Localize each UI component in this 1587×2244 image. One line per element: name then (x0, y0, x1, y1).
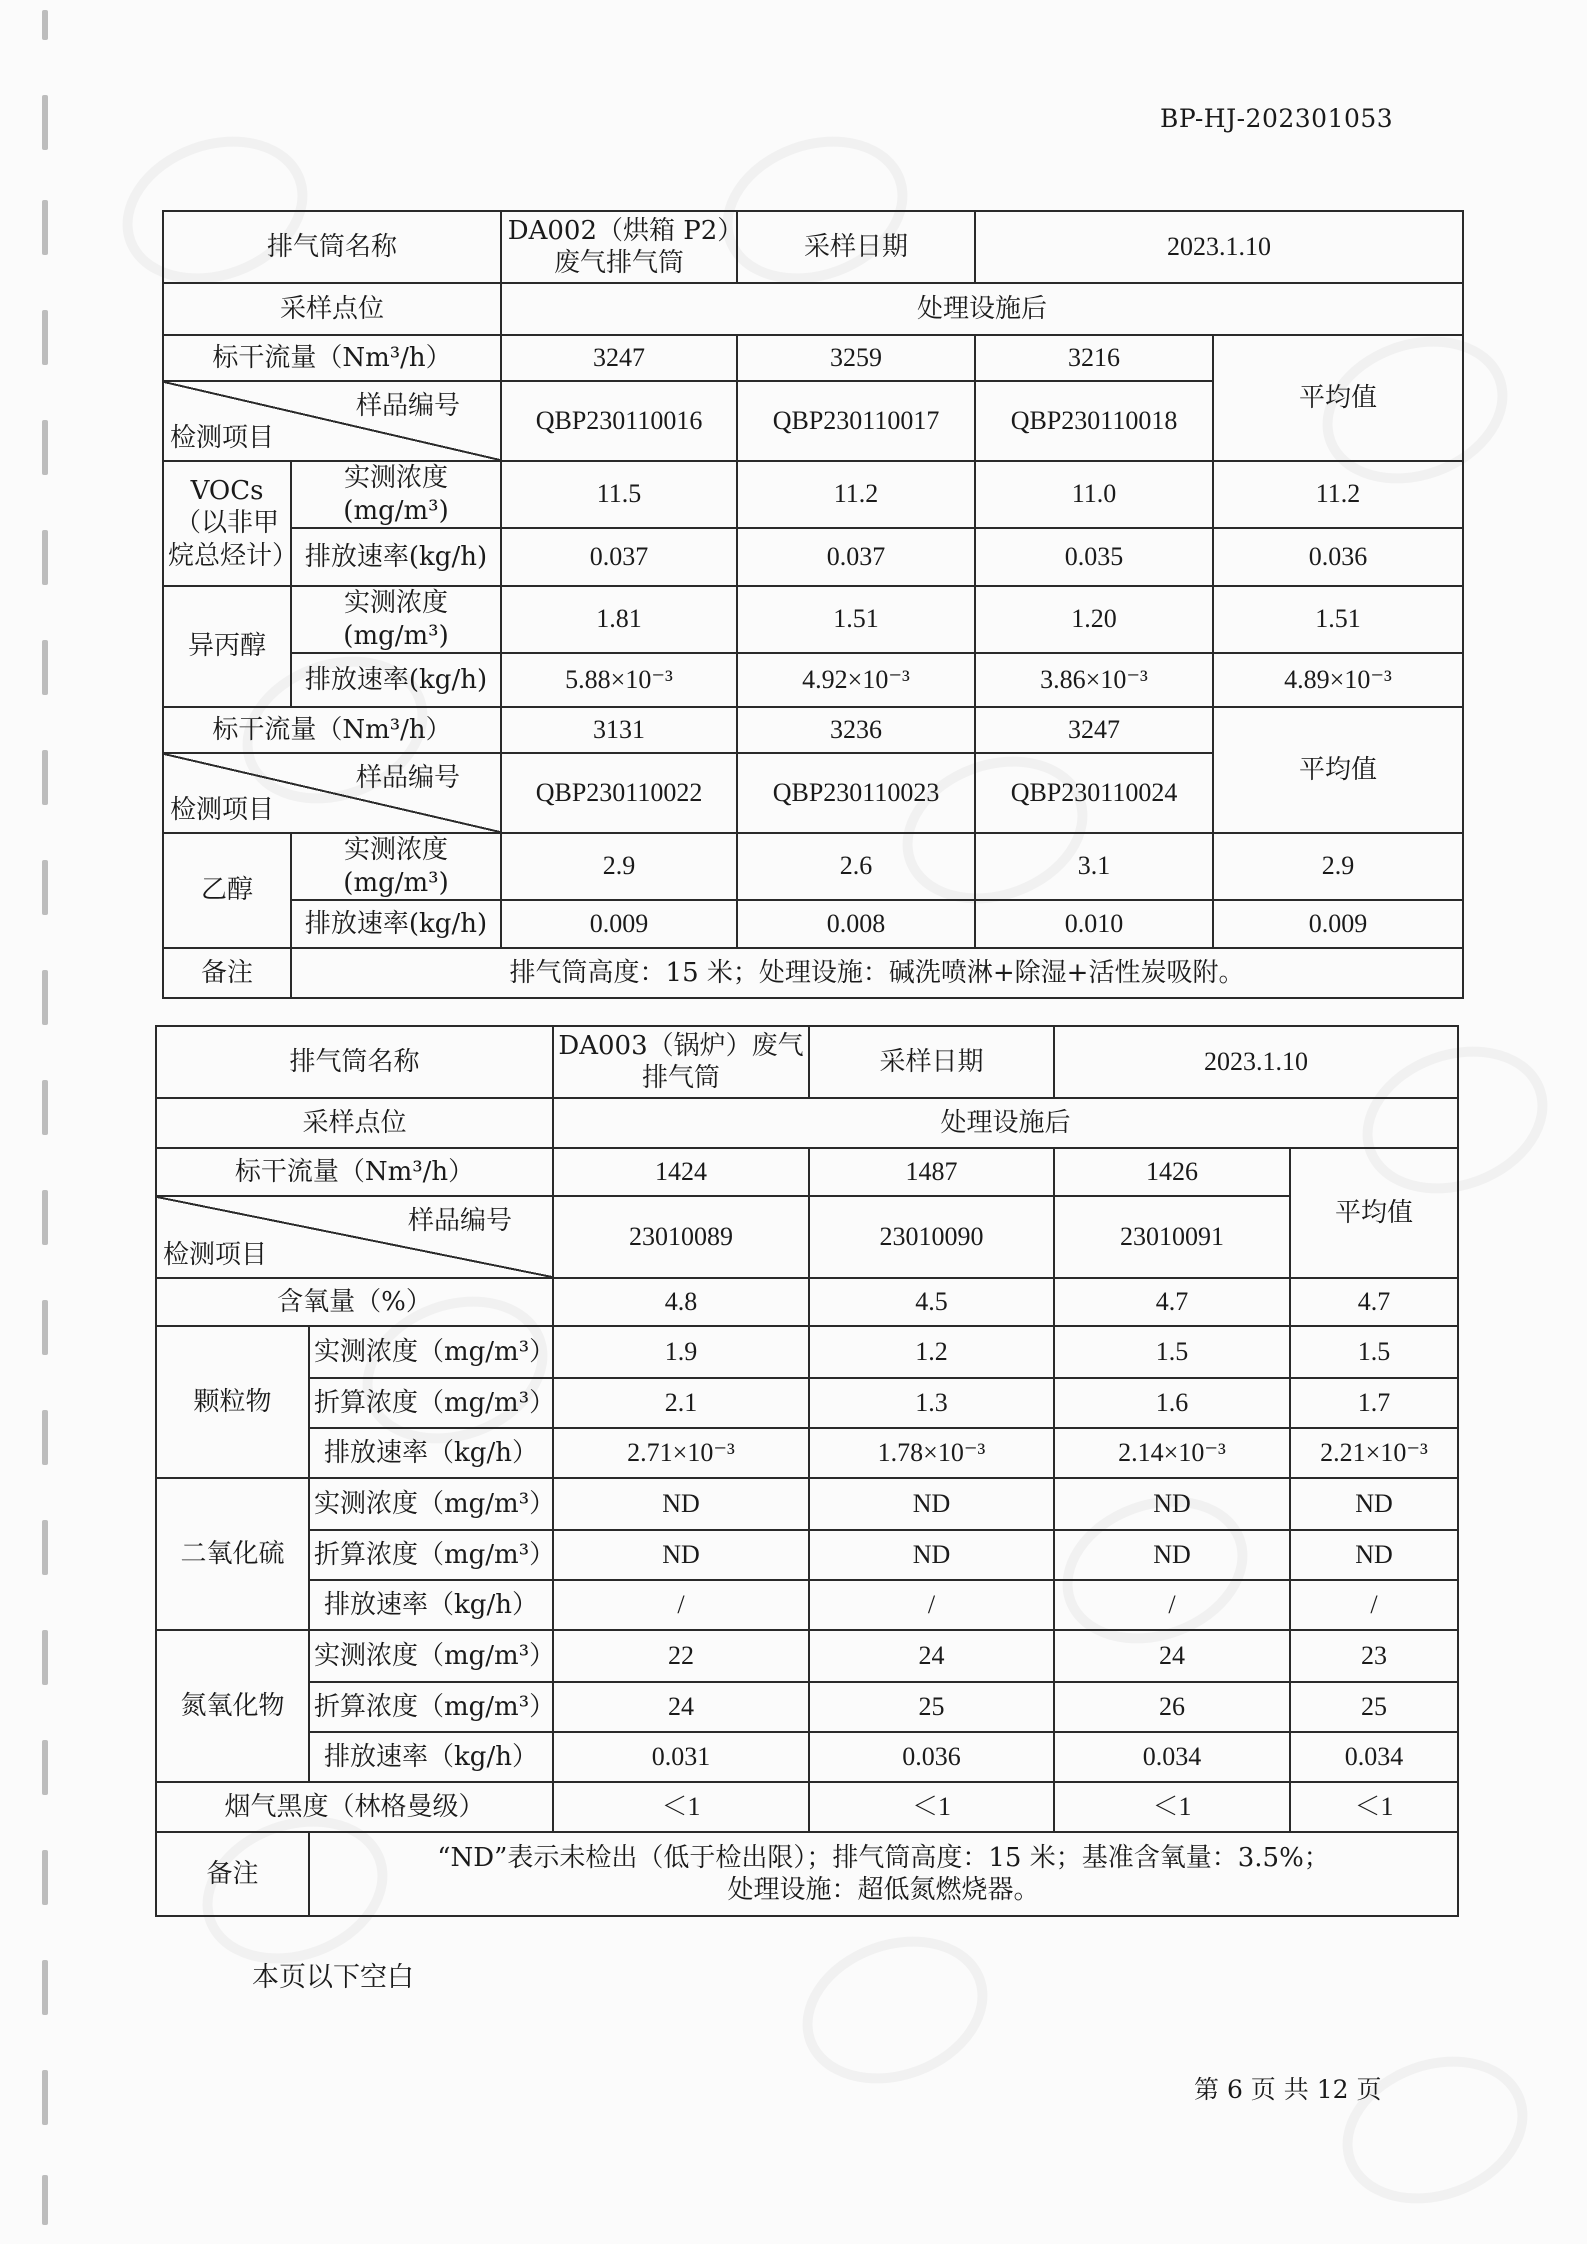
pollutant-name-vocs: VOCs（以非甲烷总烃计） (163, 461, 291, 586)
cell-value: / (809, 1580, 1054, 1630)
stack-name: DA003（锅炉）废气排气筒 (553, 1026, 809, 1098)
cell-value: 1.20 (975, 586, 1213, 653)
cell-value: ＜1 (809, 1782, 1054, 1832)
flow-value: 3236 (737, 707, 975, 753)
sample-no-label: 样品编号 (408, 1206, 513, 1236)
cell-value: 1.5 (1054, 1326, 1290, 1378)
cell-value: 2.9 (1213, 833, 1463, 900)
diagonal-header (163, 753, 501, 833)
sampling-date-label: 采样日期 (809, 1026, 1054, 1098)
average-label: 平均值 (1213, 335, 1463, 461)
cell-value: / (1290, 1580, 1458, 1630)
rate-label: 排放速率(kg/h) (291, 900, 501, 948)
cell-value: 24 (553, 1682, 809, 1732)
cell-value: 25 (1290, 1682, 1458, 1732)
smoke-label: 烟气黑度（林格曼级） (156, 1782, 553, 1832)
remarks-label: 备注 (163, 948, 291, 998)
cell-value: 24 (1054, 1630, 1290, 1682)
diagonal-header (163, 381, 501, 461)
sample-no-label: 样品编号 (356, 763, 461, 793)
cell-value: 0.034 (1054, 1732, 1290, 1782)
cell-value: 24 (809, 1630, 1054, 1682)
cell-value: 1.6 (1054, 1378, 1290, 1428)
flow-value: 1487 (809, 1148, 1054, 1196)
flow-value: 1426 (1054, 1148, 1290, 1196)
sampling-point-label: 采样点位 (163, 283, 501, 335)
cell-value: 23 (1290, 1630, 1458, 1682)
emission-table-da003 (155, 1025, 1459, 1917)
cell-value: ND (1290, 1530, 1458, 1580)
conc-label: 实测浓度（mg/m³） (309, 1478, 553, 1530)
document-number: BP-HJ-202301053 (1160, 104, 1394, 133)
average-label: 平均值 (1290, 1148, 1458, 1278)
cell-value: 0.010 (975, 900, 1213, 948)
item-label: 检测项目 (170, 794, 275, 825)
item-label: 检测项目 (163, 1239, 268, 1270)
sample-no-label: 样品编号 (356, 391, 461, 421)
flow-label: 标干流量（Nm³/h） (156, 1148, 553, 1196)
cell-value: ND (1054, 1478, 1290, 1530)
sampling-date: 2023.1.10 (975, 211, 1463, 283)
flow-value: 3131 (501, 707, 737, 753)
sample-id: QBP230110024 (975, 753, 1213, 833)
flow-value: 3216 (975, 335, 1213, 381)
pollutant-name-ethanol: 乙醇 (163, 833, 291, 948)
conv-label: 折算浓度（mg/m³） (309, 1682, 553, 1732)
cell-value: 2.14×10⁻³ (1054, 1428, 1290, 1478)
watermark-seal (782, 1912, 1008, 2109)
conc-label: 实测浓度（mg/m³） (309, 1326, 553, 1378)
remarks-text: 排气筒高度：15 米；处理设施：碱洗喷淋+除湿+活性炭吸附。 (291, 948, 1463, 998)
sample-id: QBP230110016 (501, 381, 737, 461)
conc-label: 实测浓度(mg/m³) (291, 833, 501, 900)
cell-value: 11.5 (501, 461, 737, 528)
cell-value: 1.51 (737, 586, 975, 653)
cell-value: / (553, 1580, 809, 1630)
remarks-label: 备注 (156, 1832, 309, 1916)
cell-value: 11.0 (975, 461, 1213, 528)
flow-value: 3259 (737, 335, 975, 381)
pollutant-name-pm: 颗粒物 (156, 1326, 309, 1478)
sample-id: 23010089 (553, 1196, 809, 1278)
cell-value: 0.036 (809, 1732, 1054, 1782)
sampling-date-label: 采样日期 (737, 211, 975, 283)
cell-value: ＜1 (1290, 1782, 1458, 1832)
sampling-point-label: 采样点位 (156, 1098, 553, 1148)
cell-value: ＜1 (1054, 1782, 1290, 1832)
cell-value: 11.2 (737, 461, 975, 528)
sample-id: 23010091 (1054, 1196, 1290, 1278)
cell-value: 3.1 (975, 833, 1213, 900)
cell-value: 4.8 (553, 1278, 809, 1326)
cell-value: 3.86×10⁻³ (975, 653, 1213, 707)
stack-name-label: 排气筒名称 (156, 1026, 553, 1098)
cell-value: 4.92×10⁻³ (737, 653, 975, 707)
cell-value: 1.5 (1290, 1326, 1458, 1378)
remarks-text (309, 1832, 1458, 1916)
cell-value: 11.2 (1213, 461, 1463, 528)
rate-label: 排放速率（kg/h） (309, 1732, 553, 1782)
cell-value: 0.035 (975, 528, 1213, 586)
remarks-line: “ND”表示未检出（低于检出限）；排气筒高度：15 米；基准含氧量：3.5%； (437, 1842, 1330, 1873)
cell-value: 0.009 (1213, 900, 1463, 948)
cell-value: ND (553, 1478, 809, 1530)
cell-value: ND (553, 1530, 809, 1580)
item-label: 检测项目 (170, 422, 275, 453)
cell-value: ND (1290, 1478, 1458, 1530)
cell-value: 5.88×10⁻³ (501, 653, 737, 707)
cell-value: 2.21×10⁻³ (1290, 1428, 1458, 1478)
cell-value: 25 (809, 1682, 1054, 1732)
cell-value: 4.7 (1054, 1278, 1290, 1326)
cell-value: 0.036 (1213, 528, 1463, 586)
sample-id: QBP230110022 (501, 753, 737, 833)
cell-value: 0.034 (1290, 1732, 1458, 1782)
conv-label: 折算浓度（mg/m³） (309, 1530, 553, 1580)
sampling-date: 2023.1.10 (1054, 1026, 1458, 1098)
diagonal-header (156, 1196, 553, 1278)
flow-value: 3247 (975, 707, 1213, 753)
sampling-point: 处理设施后 (553, 1098, 1458, 1148)
rate-label: 排放速率(kg/h) (291, 653, 501, 707)
sample-id: QBP230110017 (737, 381, 975, 461)
cell-value: ND (809, 1530, 1054, 1580)
rate-label: 排放速率（kg/h） (309, 1580, 553, 1630)
cell-value: 0.008 (737, 900, 975, 948)
cell-value: 4.5 (809, 1278, 1054, 1326)
rate-label: 排放速率（kg/h） (309, 1428, 553, 1478)
average-label: 平均值 (1213, 707, 1463, 833)
cell-value: 2.1 (553, 1378, 809, 1428)
flow-label: 标干流量（Nm³/h） (163, 335, 501, 381)
cell-value: 2.71×10⁻³ (553, 1428, 809, 1478)
cell-value: ＜1 (553, 1782, 809, 1832)
flow-value: 3247 (501, 335, 737, 381)
sample-id: QBP230110023 (737, 753, 975, 833)
stack-name-label: 排气筒名称 (163, 211, 501, 283)
pollutant-name-so2: 二氧化硫 (156, 1478, 309, 1630)
cell-value: 1.81 (501, 586, 737, 653)
blank-below-note: 本页以下空白 (252, 1962, 414, 1993)
cell-value: 4.7 (1290, 1278, 1458, 1326)
emission-table-da002 (162, 210, 1464, 999)
rate-label: 排放速率(kg/h) (291, 528, 501, 586)
cell-value: ND (1054, 1530, 1290, 1580)
flow-value: 1424 (553, 1148, 809, 1196)
conc-label: 实测浓度(mg/m³) (291, 586, 501, 653)
sample-id: 23010090 (809, 1196, 1054, 1278)
conv-label: 折算浓度（mg/m³） (309, 1378, 553, 1428)
cell-value: 4.89×10⁻³ (1213, 653, 1463, 707)
pollutant-name-nox: 氮氧化物 (156, 1630, 309, 1782)
cell-value: 22 (553, 1630, 809, 1682)
cell-value: 0.031 (553, 1732, 809, 1782)
cell-value: 1.78×10⁻³ (809, 1428, 1054, 1478)
conc-label: 实测浓度（mg/m³） (309, 1630, 553, 1682)
cell-value: 1.3 (809, 1378, 1054, 1428)
cell-value: 26 (1054, 1682, 1290, 1732)
cell-value: 1.7 (1290, 1378, 1458, 1428)
binder-holes (30, 0, 70, 2244)
sample-id: QBP230110018 (975, 381, 1213, 461)
cell-value: ND (809, 1478, 1054, 1530)
remarks-line: 处理设施：超低氮燃烧器。 (727, 1875, 1040, 1905)
cell-value: 2.9 (501, 833, 737, 900)
cell-value: 0.009 (501, 900, 737, 948)
pollutant-name-ipa: 异丙醇 (163, 586, 291, 707)
sampling-point: 处理设施后 (501, 283, 1463, 335)
stack-name: DA002（烘箱 P2）废气排气筒 (501, 211, 737, 283)
cell-value: 2.6 (737, 833, 975, 900)
oxygen-label: 含氧量（%） (156, 1278, 553, 1326)
cell-value: 1.51 (1213, 586, 1463, 653)
page-number: 第 6 页 共 12 页 (1194, 2075, 1382, 2104)
cell-value: 0.037 (501, 528, 737, 586)
flow-label: 标干流量（Nm³/h） (163, 707, 501, 753)
cell-value: 0.037 (737, 528, 975, 586)
watermark-seal (1322, 2032, 1548, 2229)
conc-label: 实测浓度(mg/m³) (291, 461, 501, 528)
cell-value: 1.2 (809, 1326, 1054, 1378)
cell-value: 1.9 (553, 1326, 809, 1378)
cell-value: / (1054, 1580, 1290, 1630)
